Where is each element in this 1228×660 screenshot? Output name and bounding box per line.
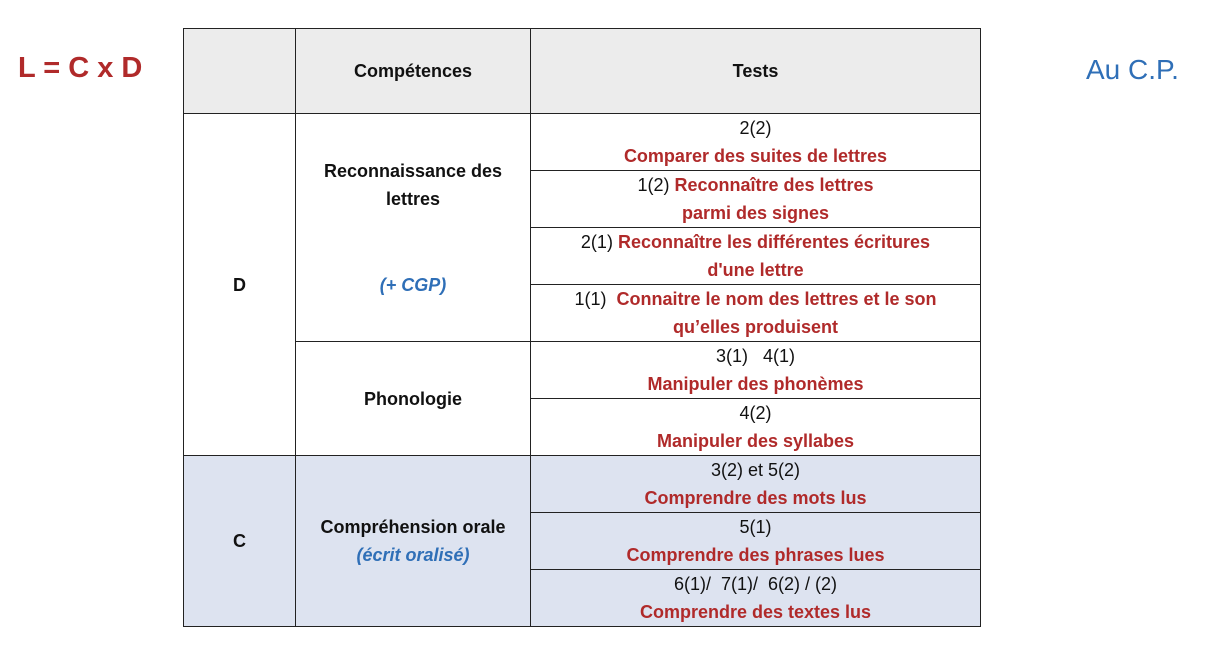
- table-row: [184, 456, 981, 513]
- test-label: Connaitre le nom des lettres et le son: [616, 289, 937, 309]
- table-row: [184, 342, 981, 399]
- skill-note: (écrit oralisé): [356, 545, 470, 565]
- test-ref: 6(1)/ 7(1)/ 6(2) / (2): [673, 574, 838, 594]
- test-label-line2: qu’elles produisent: [672, 317, 839, 337]
- test-cell: [531, 285, 981, 342]
- section-label-d: D: [184, 114, 296, 456]
- test-label: Comparer des suites de lettres: [623, 146, 888, 166]
- test-label-line2: parmi des signes: [681, 203, 830, 223]
- test-ref: 2(1): [580, 232, 613, 252]
- test-label: Comprendre des textes lus: [639, 602, 872, 622]
- test-ref: 2(2): [739, 118, 772, 138]
- test-ref: 3(2) et 5(2): [710, 460, 801, 480]
- level-label: Au C.P.: [1086, 54, 1179, 85]
- test-ref: 1(2): [637, 175, 670, 195]
- table-row: [184, 114, 981, 171]
- test-label-line2: d'une lettre: [707, 260, 804, 280]
- skill-name-line2: lettres: [385, 188, 441, 209]
- skill-note: (+ CGP): [379, 274, 447, 295]
- section-label-c: C: [184, 456, 296, 627]
- header-section-cell: [184, 29, 296, 114]
- test-label: Comprendre des phrases lues: [626, 545, 885, 565]
- competences-table: [183, 28, 981, 627]
- test-label: Manipuler des syllabes: [656, 431, 855, 451]
- test-label: Manipuler des phonèmes: [647, 374, 864, 394]
- header-tests: Tests: [531, 29, 981, 114]
- test-cell: [531, 171, 981, 228]
- test-ref: 1(1): [574, 289, 607, 309]
- test-label: Reconnaître les différentes écritures: [617, 232, 931, 252]
- test-cell: [531, 228, 981, 285]
- test-ref: 4(2): [739, 403, 772, 423]
- skill-cell-letters: [296, 114, 531, 342]
- test-cell: [531, 399, 981, 456]
- skill-name: Compréhension orale: [320, 517, 506, 537]
- test-ref: 3(1) 4(1): [715, 346, 796, 366]
- skill-name: Reconnaissance des: [323, 160, 503, 181]
- test-cell: [531, 513, 981, 570]
- skill-cell-phonology: Phonologie: [296, 342, 531, 456]
- test-cell: [531, 570, 981, 627]
- formula-title: L = C x D: [18, 52, 143, 84]
- header-competences: Compétences: [296, 29, 531, 114]
- test-cell: [531, 456, 981, 513]
- skill-cell-comprehension: [296, 456, 531, 627]
- test-cell: [531, 114, 981, 171]
- test-label: Comprendre des mots lus: [644, 488, 867, 508]
- test-ref: 5(1): [739, 517, 772, 537]
- header-row: [184, 29, 981, 114]
- test-label: Reconnaître des lettres: [674, 175, 874, 195]
- test-cell: [531, 342, 981, 399]
